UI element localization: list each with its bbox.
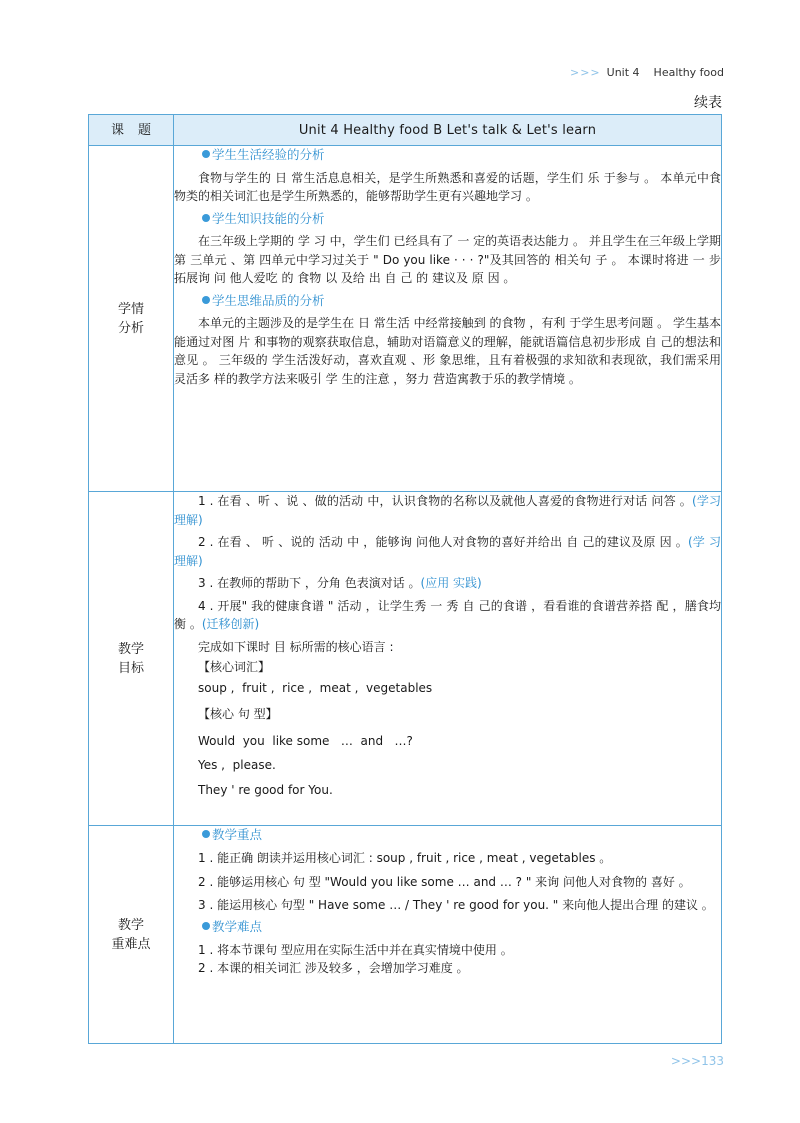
key-points-label-line1: 教学 bbox=[117, 917, 144, 933]
running-header-arrows: >>> bbox=[570, 66, 601, 79]
goal-item bbox=[174, 492, 721, 529]
situation-label-line1: 学情 bbox=[117, 301, 144, 317]
situation-content bbox=[174, 146, 722, 492]
focus-item: 1 . 能正确 朗读并运用核心词汇 : soup , fruit , rice , meat , vegetables 。 bbox=[198, 850, 612, 865]
goal-item-tag: (学习 理解) bbox=[174, 494, 722, 527]
goal-item-tag: (迁移创新) bbox=[201, 617, 260, 631]
situation-row bbox=[89, 146, 722, 492]
sentence-label: 【核心 句 型】 bbox=[198, 707, 278, 721]
continued-label: 续表 bbox=[694, 95, 722, 111]
bullet-dot-icon bbox=[202, 922, 210, 930]
goal-item bbox=[174, 574, 721, 593]
goal-item bbox=[174, 533, 721, 570]
running-header bbox=[570, 66, 724, 79]
goal-item-text: 2 . 在看 、 听 、说的 活动 中 ，能够询 问他人对食物的喜好并给出 自 己的建议及原 因 。 bbox=[198, 535, 688, 549]
key-points-label-line2: 重难点 bbox=[111, 936, 151, 952]
bullet-dot-icon bbox=[202, 296, 210, 304]
goal-item-text: 3 . 在教师的帮助下 ，分角 色表演对话 。 bbox=[198, 576, 421, 590]
topic-value: Unit 4 Healthy food B Let's talk & Let's learn bbox=[174, 115, 722, 146]
running-header-unit: Unit 4 bbox=[606, 66, 640, 79]
section-text: 食物与学生的 日 常生活息息相关，是学生所熟悉和喜爱的话题，学生们 乐 于参与 。 本单元中食物类的相关词汇也是学生所熟悉的，能够帮助学生更有兴趣地学习 。 bbox=[174, 170, 721, 203]
running-header-topic: Healthy food bbox=[653, 66, 724, 79]
bullet-dot-icon bbox=[202, 150, 210, 158]
bullet-dot-icon bbox=[202, 214, 210, 222]
key-points-row bbox=[89, 826, 722, 1044]
section-heading-text: 学生思维品质的分析 bbox=[212, 292, 325, 308]
topic-label: 课题 bbox=[89, 115, 174, 146]
key-points-content bbox=[174, 826, 722, 1044]
page-number: >>>133 bbox=[670, 1054, 724, 1068]
sentence-item: Yes , please. bbox=[198, 758, 276, 772]
section-heading bbox=[202, 210, 721, 229]
goal-item-text: 4 . 开展" 我的健康食谱 " 活动 ，让学生秀 一 秀 自 己的食谱 ，看看谁的食谱营养搭 配 ，膳食均衡 。 bbox=[174, 598, 721, 631]
sentence-item: They ' re good for You. bbox=[198, 782, 333, 797]
goals-label-line1: 教学 bbox=[117, 641, 144, 657]
goals-label bbox=[89, 492, 174, 826]
section-heading-text: 学生生活经验的分析 bbox=[212, 147, 325, 162]
goal-item bbox=[174, 597, 721, 634]
goal-item-text: 1 . 在看 、听 、说 、做的活动 中，认识食物的名称以及就他人喜爱的食物进行对话 问答 。 bbox=[198, 494, 692, 508]
section-heading bbox=[202, 292, 721, 311]
vocab-label: 【核心词汇】 bbox=[198, 660, 271, 674]
focus-heading bbox=[202, 826, 721, 845]
goals-content bbox=[174, 492, 722, 826]
lesson-plan-table bbox=[88, 114, 722, 1044]
focus-item: 3 . 能运用核心 句型 " Have some … / They ' re good for you. " 来向他人提出合理 的建议 。 bbox=[198, 897, 714, 912]
key-points-label bbox=[89, 826, 174, 1044]
situation-label-line2: 分析 bbox=[117, 320, 144, 336]
goals-label-line2: 目标 bbox=[117, 660, 144, 676]
focus-heading-text: 教学重点 bbox=[212, 827, 263, 842]
core-language-block bbox=[174, 638, 721, 800]
section-heading bbox=[202, 146, 721, 165]
vocab-list: soup , fruit , rice , meat , vegetables bbox=[198, 680, 433, 695]
section-text: 在三年级上学期的 学 习 中，学生们 已经具有了 一 定的英语表达能力 。 并且学生在三年级上学期第 三单元 、第 四单元中学习过关于 " Do you like · · · ?"及其回答的 相关句 子 。 本课时将进 一 步拓展询 问 他人爱吃 的 食物 以 及给 出 自 己 的 建议及 原 因 。 bbox=[174, 234, 721, 285]
sentence-item: Would you like some … and …? bbox=[198, 733, 413, 748]
difficulty-heading bbox=[202, 918, 721, 937]
section-heading-text: 学生知识技能的分析 bbox=[212, 210, 325, 226]
goals-row bbox=[89, 492, 722, 826]
focus-item: 2 . 能够运用核心 句 型 "Would you like some … and … ? " 来询 问他人对食物的 喜好 。 bbox=[198, 875, 691, 889]
core-intro: 完成如下课时 目 标所需的核心语言 : bbox=[198, 639, 394, 654]
situation-label bbox=[89, 146, 174, 492]
topic-row bbox=[89, 115, 722, 146]
difficulty-item: 2 . 本课的相关词汇 涉及较多 ，会增加学习难度 。 bbox=[198, 961, 469, 975]
difficulty-item: 1 . 将本节课句 型应用在实际生活中并在真实情境中使用 。 bbox=[198, 942, 513, 957]
bullet-dot-icon bbox=[202, 830, 210, 838]
section-text: 本单元的主题涉及的是学生在 日 常生活 中经常接触到 的食物 ，有利 于学生思考问题 。 学生基本能通过对图 片 和事物的观察获取信息，辅助对语篇意义的理解，能就语篇信息初步形成 自 己的想法和意见 。 三年级的 学生活泼好动，喜欢直观 、形 象思维，且有着极强的求知欲和表现欲，我们需采用灵活多 样的教学方法来吸引 学 生的注意 ，努力 营造寓教于乐的教学情境 。 bbox=[174, 316, 721, 386]
goal-item-tag: (应用 实践) bbox=[420, 576, 482, 590]
difficulty-heading-text: 教学难点 bbox=[212, 919, 263, 934]
goal-item-tag: (学 习 理解) bbox=[174, 535, 721, 568]
